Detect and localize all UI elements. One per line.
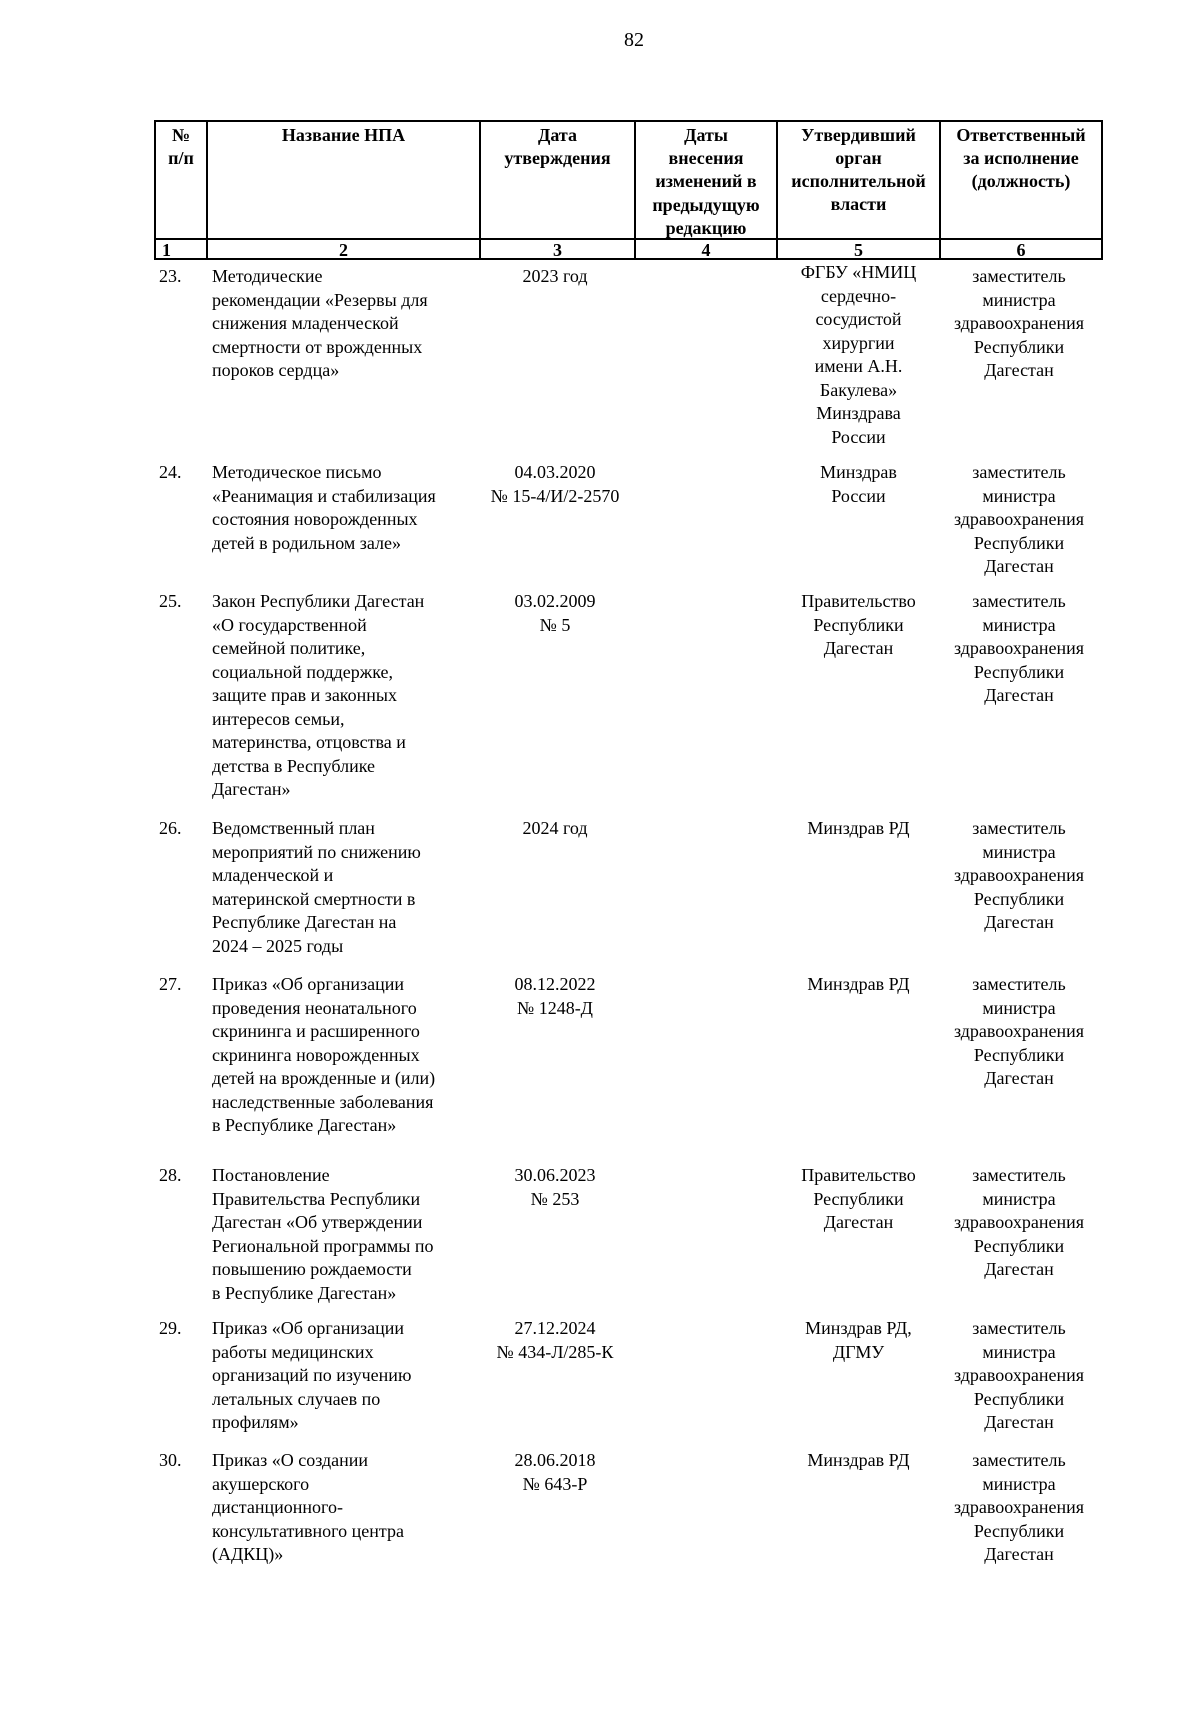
row-date — [480, 265, 630, 289]
row-date-line: 08.12.2022 — [514, 974, 596, 994]
row-number: 23. — [159, 266, 182, 286]
row-name-line: Ведомственный план — [212, 818, 375, 838]
row-name-line: летальных случаев по — [212, 1388, 381, 1409]
row-org-line: России — [831, 426, 886, 447]
header-name — [208, 124, 479, 147]
row-resp-line: заместитель — [972, 1450, 1066, 1470]
row-date-line: № 643-Р — [522, 1473, 588, 1494]
column-number: 2 — [339, 240, 348, 260]
row-resp-line: здравоохранения — [953, 313, 1085, 333]
header.col_changes-line: изменений в — [655, 171, 757, 192]
row-org-line: Минздрав РД — [807, 974, 910, 994]
row-resp-line: здравоохранения — [953, 1212, 1085, 1232]
row-date-line: № 1248-Д — [517, 997, 593, 1018]
row-resp-line: заместитель — [972, 974, 1066, 994]
row-name-line: дистанционного- — [212, 1497, 343, 1517]
row-org-line: Правительство — [801, 591, 916, 611]
row-org-line: ДГМУ — [832, 1341, 885, 1362]
row-number: 25. — [159, 591, 182, 611]
row-resp-line: заместитель — [972, 1318, 1066, 1338]
row-org — [776, 1164, 941, 1235]
row-org — [776, 590, 941, 661]
row-date — [480, 1317, 630, 1364]
row-name — [212, 817, 474, 958]
row-resp-line: заместитель — [972, 266, 1066, 286]
row-resp — [940, 461, 1098, 579]
row-name-line: Республике Дагестан на — [212, 912, 397, 932]
row-org-line: сердечно- — [820, 285, 897, 306]
header.col_changes-line: Даты — [684, 125, 728, 145]
row-name — [212, 1449, 474, 1567]
row-resp-line: здравоохранения — [953, 1365, 1085, 1385]
row-resp-line: Республики — [973, 888, 1065, 909]
row-org-line: Дагестан — [823, 1212, 894, 1232]
row-name-line: Закон Республики Дагестан — [212, 591, 425, 611]
row-name-line: социальной поддержке, — [212, 661, 394, 682]
column-number: 6 — [1016, 240, 1026, 260]
row-org-line: ФГБУ «НМИЦ — [800, 262, 917, 282]
row-name-line: мероприятий по снижению — [212, 841, 421, 862]
row-name-line: пороков сердца» — [212, 360, 340, 380]
row-org-line: Дагестан — [823, 638, 894, 658]
row-org — [776, 1317, 941, 1364]
row-org-line: Правительство — [801, 1165, 916, 1185]
row-name-line: Региональной программы по — [212, 1235, 434, 1256]
row-name-line: снижения младенческой — [212, 313, 399, 333]
row-number: 26. — [159, 818, 182, 838]
header.col_org-line: орган — [835, 148, 882, 168]
column-number: 4 — [701, 240, 711, 260]
row-resp-line: Республики — [973, 532, 1065, 553]
row-resp — [940, 1449, 1098, 1567]
row-name-line: профилям» — [212, 1412, 299, 1432]
row-resp-line: Дагестан — [984, 1259, 1054, 1279]
row-org — [776, 817, 941, 841]
row-resp-line: Республики — [973, 1235, 1065, 1256]
row-resp-line: Республики — [973, 1388, 1065, 1409]
row-resp-line: министра — [982, 289, 1056, 310]
row-name — [212, 1317, 474, 1435]
row-org-line: сосудистой — [815, 309, 902, 329]
header.col_changes-line: редакцию — [665, 217, 747, 238]
header-date — [481, 124, 634, 170]
header.col_org-line: Утвердивший — [801, 125, 916, 145]
row-date — [480, 1164, 630, 1211]
row-number: 29. — [159, 1318, 182, 1338]
row-resp-line: министра — [982, 614, 1056, 635]
row-org-line: Минздрав РД, — [805, 1318, 912, 1338]
row-date-line: № 434-Л/285-К — [496, 1341, 614, 1362]
row-org-line: Бакулева» — [819, 379, 898, 400]
row-resp-line: министра — [982, 997, 1056, 1018]
row-resp — [940, 973, 1098, 1091]
row-resp-line: министра — [982, 1341, 1056, 1362]
row-resp-line: здравоохранения — [953, 638, 1085, 658]
row-resp-line: здравоохранения — [953, 1021, 1085, 1041]
row-resp — [940, 817, 1098, 935]
row-resp-line: Дагестан — [984, 912, 1054, 932]
row-name-line: проведения неонатального — [212, 997, 417, 1018]
row-name-line: Постановление — [212, 1165, 330, 1185]
header-org — [778, 124, 939, 216]
row-org-line: Республики — [813, 614, 904, 635]
row-name-line: детей в родильном зале» — [212, 532, 402, 553]
row-date — [480, 1449, 630, 1496]
row-resp — [940, 265, 1098, 383]
row-resp — [940, 1317, 1098, 1435]
row-org — [776, 261, 941, 449]
row-number: 28. — [159, 1165, 182, 1185]
row-date — [480, 590, 630, 637]
row-resp-line: министра — [982, 1473, 1056, 1494]
row-resp-line: здравоохранения — [953, 865, 1085, 885]
row-number: 30. — [159, 1450, 182, 1470]
row-org-line: Минздрав — [820, 462, 897, 482]
header-changes — [636, 124, 776, 240]
row-name-line: Методические — [212, 266, 323, 286]
row-date-line: 28.06.2018 — [514, 1450, 596, 1470]
row-name-line: Правительства Республики — [212, 1188, 421, 1209]
row-resp-line: заместитель — [972, 818, 1066, 838]
header.col_num-line: № — [171, 125, 191, 145]
row-org-line: имени А.Н. — [814, 356, 903, 376]
row-date-line: 03.02.2009 — [514, 591, 596, 611]
row-name — [212, 973, 474, 1138]
row-date-line: 2023 год — [522, 266, 588, 286]
header-resp — [941, 124, 1101, 193]
row-org-line: России — [831, 485, 886, 506]
row-resp-line: заместитель — [972, 462, 1066, 482]
row-name-line: Приказ «Об организации — [212, 1318, 404, 1338]
row-resp-line: Дагестан — [984, 1412, 1054, 1432]
row-org-line: Минздрава — [816, 403, 901, 423]
row-name-line: скрининга новорожденных — [212, 1044, 420, 1065]
row-org-line: Минздрав РД — [807, 818, 910, 838]
row-resp-line: Дагестан — [984, 556, 1054, 576]
row-name-line: Приказ «О создании — [212, 1450, 369, 1470]
header.col_changes-line: внесения — [668, 148, 744, 169]
header-num — [156, 124, 206, 170]
row-date — [480, 817, 630, 841]
row-org — [776, 1449, 941, 1473]
row-number: 24. — [159, 462, 182, 482]
row-name — [212, 590, 474, 802]
row-resp — [940, 590, 1098, 708]
row-resp-line: министра — [982, 841, 1056, 862]
row-resp-line: Дагестан — [984, 1068, 1054, 1088]
row-resp-line: Республики — [973, 336, 1065, 357]
row-name-line: акушерского — [212, 1473, 310, 1494]
row-name-line: интересов семьи, — [212, 708, 345, 729]
row-resp-line: заместитель — [972, 1165, 1066, 1185]
row-name-line: организаций по изучению — [212, 1365, 412, 1385]
row-name-line: Дагестан» — [212, 779, 291, 799]
column-number: 1 — [162, 240, 171, 260]
row-name-line: консультативного центра — [212, 1520, 404, 1541]
header.col_num-line: п/п — [168, 148, 194, 168]
page-number: 82 — [624, 29, 644, 51]
row-date-line: 27.12.2024 — [514, 1318, 596, 1338]
row-date — [480, 973, 630, 1020]
row-name-line: семейной политике, — [212, 638, 366, 658]
header.col_org-line: исполнительной — [791, 171, 926, 191]
row-org — [776, 461, 941, 508]
header.col_resp-line: за исполнение — [963, 148, 1079, 168]
row-name-line: младенческой и — [212, 865, 334, 885]
row-resp-line: министра — [982, 485, 1056, 506]
column-number: 5 — [854, 240, 863, 260]
row-name-line: защите прав и законных — [212, 685, 397, 705]
row-name-line: Дагестан «Об утверждении — [212, 1212, 423, 1232]
header.col_resp-line: Ответственный — [956, 125, 1086, 145]
row-date-line: 2024 год — [522, 818, 588, 838]
row-name-line: (АДКЦ)» — [212, 1544, 284, 1564]
row-name-line: Приказ «Об организации — [212, 974, 404, 994]
row-resp-line: Республики — [973, 1044, 1065, 1065]
row-name-line: детства в Республике — [212, 755, 376, 776]
row-date-line: 04.03.2020 — [514, 462, 596, 482]
header.col_resp-line: (должность) — [971, 171, 1071, 191]
row-name-line: скрининга и расширенного — [212, 1021, 420, 1041]
row-resp-line: Республики — [973, 1520, 1065, 1541]
row-name-line: материнства, отцовства и — [212, 732, 406, 752]
header.col_name-line: Название НПА — [281, 125, 406, 145]
row-date-line: 30.06.2023 — [514, 1165, 596, 1185]
row-name-line: «Реанимация и стабилизация — [212, 485, 436, 506]
header.col_date-line: Дата — [538, 125, 577, 145]
row-resp-line: Республики — [973, 661, 1065, 682]
row-name-line: «О государственной — [212, 614, 367, 635]
header.col_changes-line: предыдущую — [652, 194, 760, 215]
row-name-line: состояния новорожденных — [212, 509, 418, 529]
row-name-line: Методическое письмо — [212, 462, 382, 482]
row-resp — [940, 1164, 1098, 1282]
row-date-line: № 5 — [539, 614, 571, 635]
row-resp-line: заместитель — [972, 591, 1066, 611]
row-name-line: смертности от врожденных — [212, 336, 423, 357]
row-org-line: Республики — [813, 1188, 904, 1209]
row-name-line: детей на врожденные и (или) — [212, 1068, 436, 1088]
row-name-line: работы медицинских — [212, 1341, 374, 1362]
row-org-line: хирургии — [822, 332, 895, 353]
row-resp-line: министра — [982, 1188, 1056, 1209]
row-name-line: наследственные заболевания — [212, 1091, 434, 1112]
row-resp-line: Дагестан — [984, 1544, 1054, 1564]
row-org — [776, 973, 941, 997]
row-name-line: 2024 – 2025 годы — [212, 935, 344, 956]
column-number: 3 — [553, 240, 562, 260]
header.col_org-line: власти — [830, 194, 887, 214]
header.col_date-line: утверждения — [504, 148, 611, 168]
row-number: 27. — [159, 974, 182, 994]
row-resp-line: здравоохранения — [953, 1497, 1085, 1517]
row-date-line: № 15-4/И/2-2570 — [490, 485, 620, 506]
row-name — [212, 265, 474, 383]
row-name-line: рекомендации «Резервы для — [212, 289, 428, 310]
row-resp-line: здравоохранения — [953, 509, 1085, 529]
row-name — [212, 461, 474, 555]
row-name-line: повышению рождаемости — [212, 1259, 412, 1279]
row-name-line: в Республике Дагестан» — [212, 1115, 397, 1135]
row-date-line: № 253 — [530, 1188, 580, 1209]
row-name-line: материнской смертности в — [212, 888, 416, 909]
row-name-line: в Республике Дагестан» — [212, 1282, 397, 1303]
row-resp-line: Дагестан — [984, 685, 1054, 705]
row-resp-line: Дагестан — [984, 360, 1054, 380]
row-name — [212, 1164, 474, 1305]
row-org-line: Минздрав РД — [807, 1450, 910, 1470]
row-date — [480, 461, 630, 508]
